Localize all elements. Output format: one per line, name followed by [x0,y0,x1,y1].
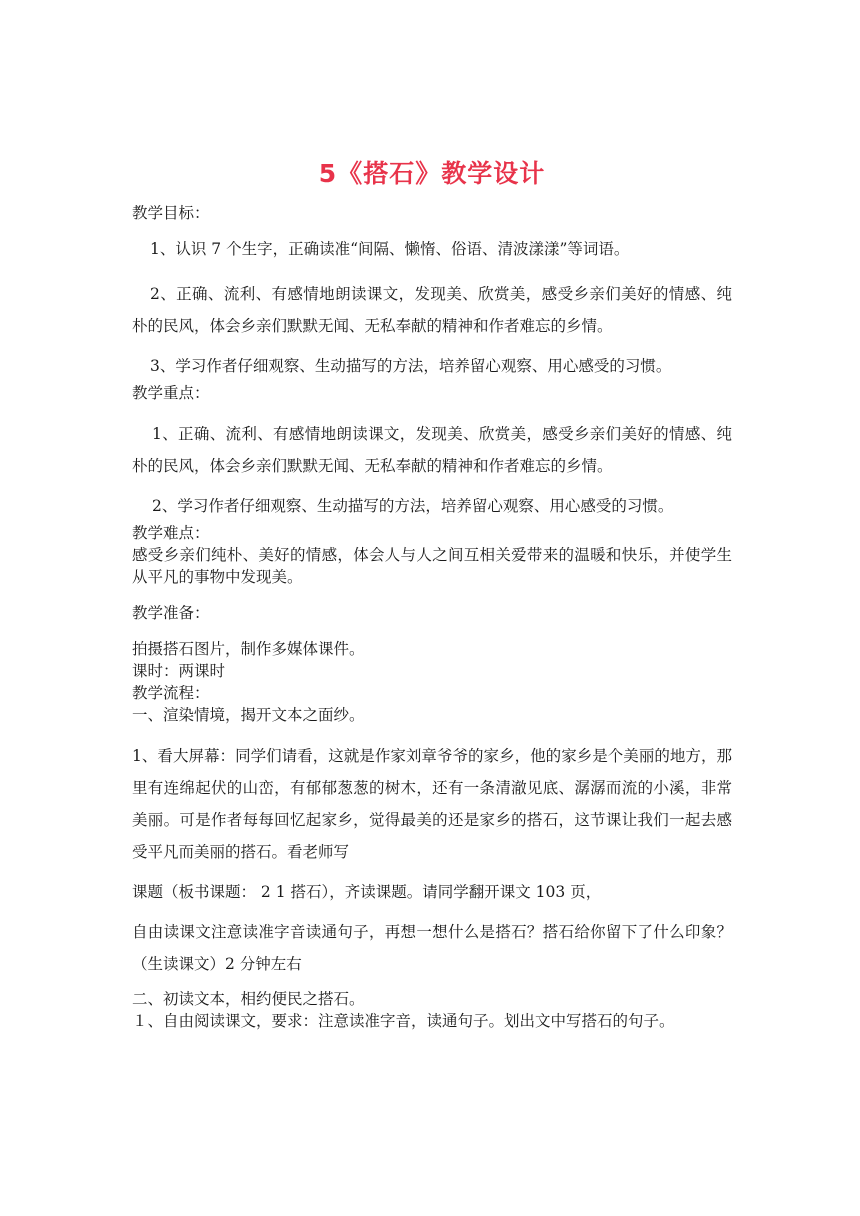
prep-text: 拍摄搭石图片，制作多媒体课件。 [132,640,365,658]
goal-1: 1、认识 7 个生字，正确读准“间隔、懒惰、俗语、清波漾漾”等词语。 [150,240,630,258]
process-heading: 教学流程： [132,684,210,702]
goal-3: 3、学习作者仔细观察、生动描写的方法，培养留心观察、用心感受的习惯。 [150,357,672,375]
difficulty-heading: 教学难点： [132,524,210,542]
goal-2: 2、正确、流利、有感情地朗读课文，发现美、欣赏美，感受乡亲们美好的情感、纯朴的民风，体会乡亲们默默无闻、无私奉献的精神和作者难忘的乡情。 [132,285,732,335]
step2-heading: 二、初读文本，相约便民之搭石。 [132,990,365,1008]
class-hours: 课时：两课时 [132,662,226,680]
document-page [132,150,732,1032]
step1-paragraph-3: 自由读课文注意读准字音读通句子，再想一想什么是搭石？搭石给你留下了什么印象？（生读课文）2 分钟左右 [132,923,732,973]
step2-paragraph-1: １、自由阅读课文，要求：注意读准字音，读通句子。划出文中写搭石的句子。 [132,1012,675,1030]
key-heading: 教学重点： [132,384,210,402]
step1-paragraph-2: 课题（板书课题： 2 1 搭石），齐读课题。请同学翻开课文 103 页， [132,883,602,901]
key-1: 1、正确、流利、有感情地朗读课文，发现美、欣赏美，感受乡亲们美好的情感、纯朴的民风，体会乡亲们默默无闻、无私奉献的精神和作者难忘的乡情。 [132,425,732,475]
step1-paragraph-1: 1、看大屏幕：同学们请看，这就是作家刘章爷爷的家乡，他的家乡是个美丽的地方，那里有连绵起伏的山峦，有郁郁葱葱的树木，还有一条清澈见底、潺潺而流的小溪，非常美丽。可是作者每每回忆起家乡，觉得最美的还是家乡的搭石，这节课让我们一起去感受平凡而美丽的搭石。看老师写 [132,747,732,861]
difficulty-text: 感受乡亲们纯朴、美好的情感，体会人与人之间互相关爱带来的温暖和快乐，并使学生从平凡的事物中发现美。 [132,546,732,586]
document-title: 5《搭石》教学设计 [318,159,546,188]
prep-heading: 教学准备： [132,604,210,622]
step1-heading: 一、渲染情境，揭开文本之面纱。 [132,706,365,724]
key-2: 2、学习作者仔细观察、生动描写的方法，培养留心观察、用心感受的习惯。 [152,497,674,515]
goals-heading: 教学目标： [132,204,210,222]
